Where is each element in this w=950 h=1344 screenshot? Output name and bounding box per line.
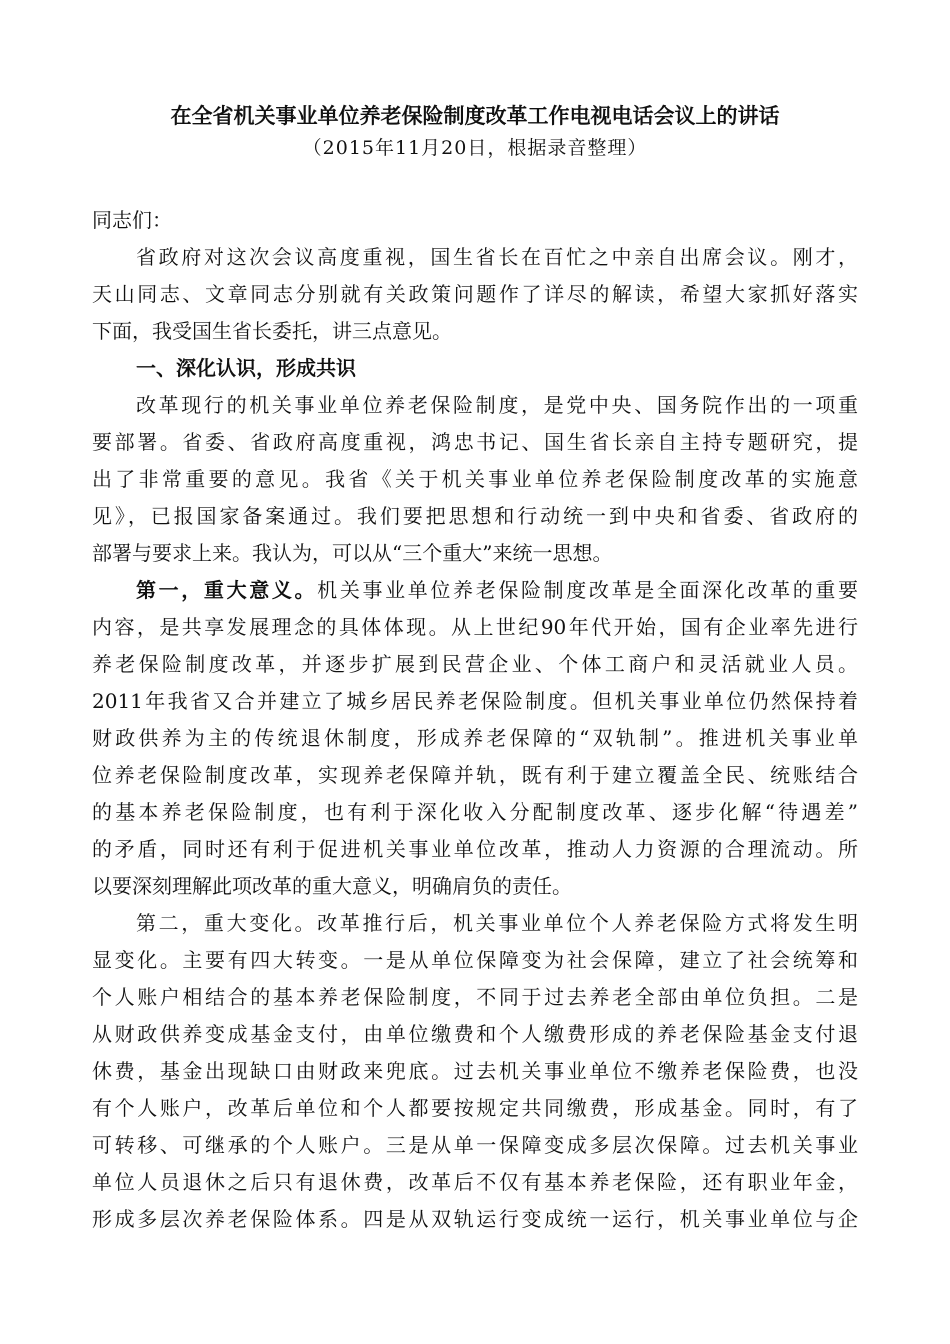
line-text: 有个人账户，改革后单位和个人都要按规定共同缴费，形成基金。同时，有了 — [92, 1096, 858, 1120]
document-body — [92, 202, 858, 1238]
line-text: 2011年我省又合并建立了城乡居民养老保险制度。但机关事业单位仍然保持着 — [92, 689, 858, 713]
text-line — [92, 1201, 858, 1238]
paragraph — [92, 572, 858, 905]
text-line — [92, 794, 858, 831]
text-line — [92, 868, 858, 905]
text-line — [92, 350, 858, 387]
line-text: 休费，基金出现缺口由财政来兜底。过去机关事业单位不缴养老保险费，也没 — [92, 1059, 858, 1083]
text-line — [92, 276, 858, 313]
text-line — [92, 942, 858, 979]
text-line — [92, 1053, 858, 1090]
paragraph — [92, 387, 858, 572]
line-text: 机关事业单位养老保险制度改革是全面深化改革的重要 — [317, 578, 859, 602]
line-text: 要部署。省委、省政府高度重视，鸿忠书记、国生省长亲自主持专题研究，提 — [92, 430, 858, 454]
text-line — [92, 202, 858, 239]
bold-lead-in: 第一，重大意义。 — [136, 578, 318, 602]
line-text: 的矛盾，同时还有利于促进机关事业单位改革，推动人力资源的合理流动。所 — [92, 837, 858, 861]
line-text: 显变化。主要有四大转变。一是从单位保障变为社会保障，建立了社会统筹和 — [92, 948, 858, 972]
line-text: 单位人员退休之后只有退休费，改革后不仅有基本养老保险，还有职业年金， — [92, 1170, 858, 1194]
salutation — [92, 202, 858, 239]
text-line — [92, 1164, 858, 1201]
text-line — [92, 1090, 858, 1127]
line-text: 出了非常重要的意见。我省《关于机关事业单位养老保险制度改革的实施意 — [92, 467, 858, 491]
line-text: 见》，已报国家备案通过。我们要把思想和行动统一到中央和省委、省政府的 — [92, 504, 858, 528]
text-line — [92, 757, 858, 794]
document-subtitle: （2015年11月20日，根据录音整理） — [302, 137, 648, 159]
paragraph — [92, 905, 858, 1238]
line-text: 养老保险制度改革，并逐步扩展到民营企业、个体工商户和灵活就业人员。 — [92, 652, 858, 676]
line-text: 部署与要求上来。我认为，可以从“三个重大”来统一思想。 — [92, 541, 613, 565]
section-heading — [92, 350, 858, 387]
text-line — [92, 572, 858, 609]
text-line — [92, 905, 858, 942]
line-text: 形成多层次养老保险体系。四是从双轨运行变成统一运行，机关事业单位与企 — [92, 1207, 858, 1231]
text-line — [92, 979, 858, 1016]
line-text: 同志们： — [92, 208, 172, 232]
line-text: 财政供养为主的传统退休制度，形成养老保障的“双轨制”。推进机关事业单 — [92, 726, 858, 750]
line-text: 天山同志、文章同志分别就有关政策问题作了详尽的解读，希望大家抓好落实 — [92, 282, 858, 306]
text-line — [92, 387, 858, 424]
text-line — [92, 831, 858, 868]
text-line — [92, 461, 858, 498]
paragraph — [92, 239, 858, 350]
line-text: 位养老保险制度改革，实现养老保障并轨，既有利于建立覆盖全民、统账结合 — [92, 763, 858, 787]
line-text: 一、深化认识，形成共识 — [136, 356, 356, 380]
document-title: 在全省机关事业单位养老保险制度改革工作电视电话会议上的讲话 — [170, 103, 780, 128]
text-line — [92, 683, 858, 720]
text-line — [92, 239, 858, 276]
text-line — [92, 1016, 858, 1053]
line-text: 改革现行的机关事业单位养老保险制度，是党中央、国务院作出的一项重 — [136, 393, 858, 417]
text-line — [92, 646, 858, 683]
text-line — [92, 609, 858, 646]
text-line — [92, 424, 858, 461]
text-line — [92, 498, 858, 535]
line-text: 以要深刻理解此项改革的重大意义，明确肩负的责任。 — [92, 874, 572, 898]
line-text: 下面，我受国生省长委托，讲三点意见。 — [92, 319, 452, 343]
line-text: 第二，重大变化。改革推行后，机关事业单位个人养老保险方式将发生明 — [136, 911, 858, 935]
line-text: 可转移、可继承的个人账户。三是从单一保障变成多层次保障。过去机关事业 — [92, 1133, 858, 1157]
text-line — [92, 1127, 858, 1164]
text-line — [92, 720, 858, 757]
line-text: 内容，是共享发展理念的具体体现。从上世纪90年代开始，国有企业率先进行 — [92, 615, 858, 639]
line-text: 的基本养老保险制度，也有利于深化收入分配制度改革、逐步化解“待遇差” — [92, 800, 858, 824]
line-text: 个人账户相结合的基本养老保险制度，不同于过去养老全部由单位负担。二是 — [92, 985, 858, 1009]
line-text: 省政府对这次会议高度重视，国生省长在百忙之中亲自出席会议。刚才， — [136, 245, 858, 269]
text-line — [92, 535, 858, 572]
line-text: 从财政供养变成基金支付，由单位缴费和个人缴费形成的养老保险基金支付退 — [92, 1022, 858, 1046]
text-line — [92, 313, 858, 350]
